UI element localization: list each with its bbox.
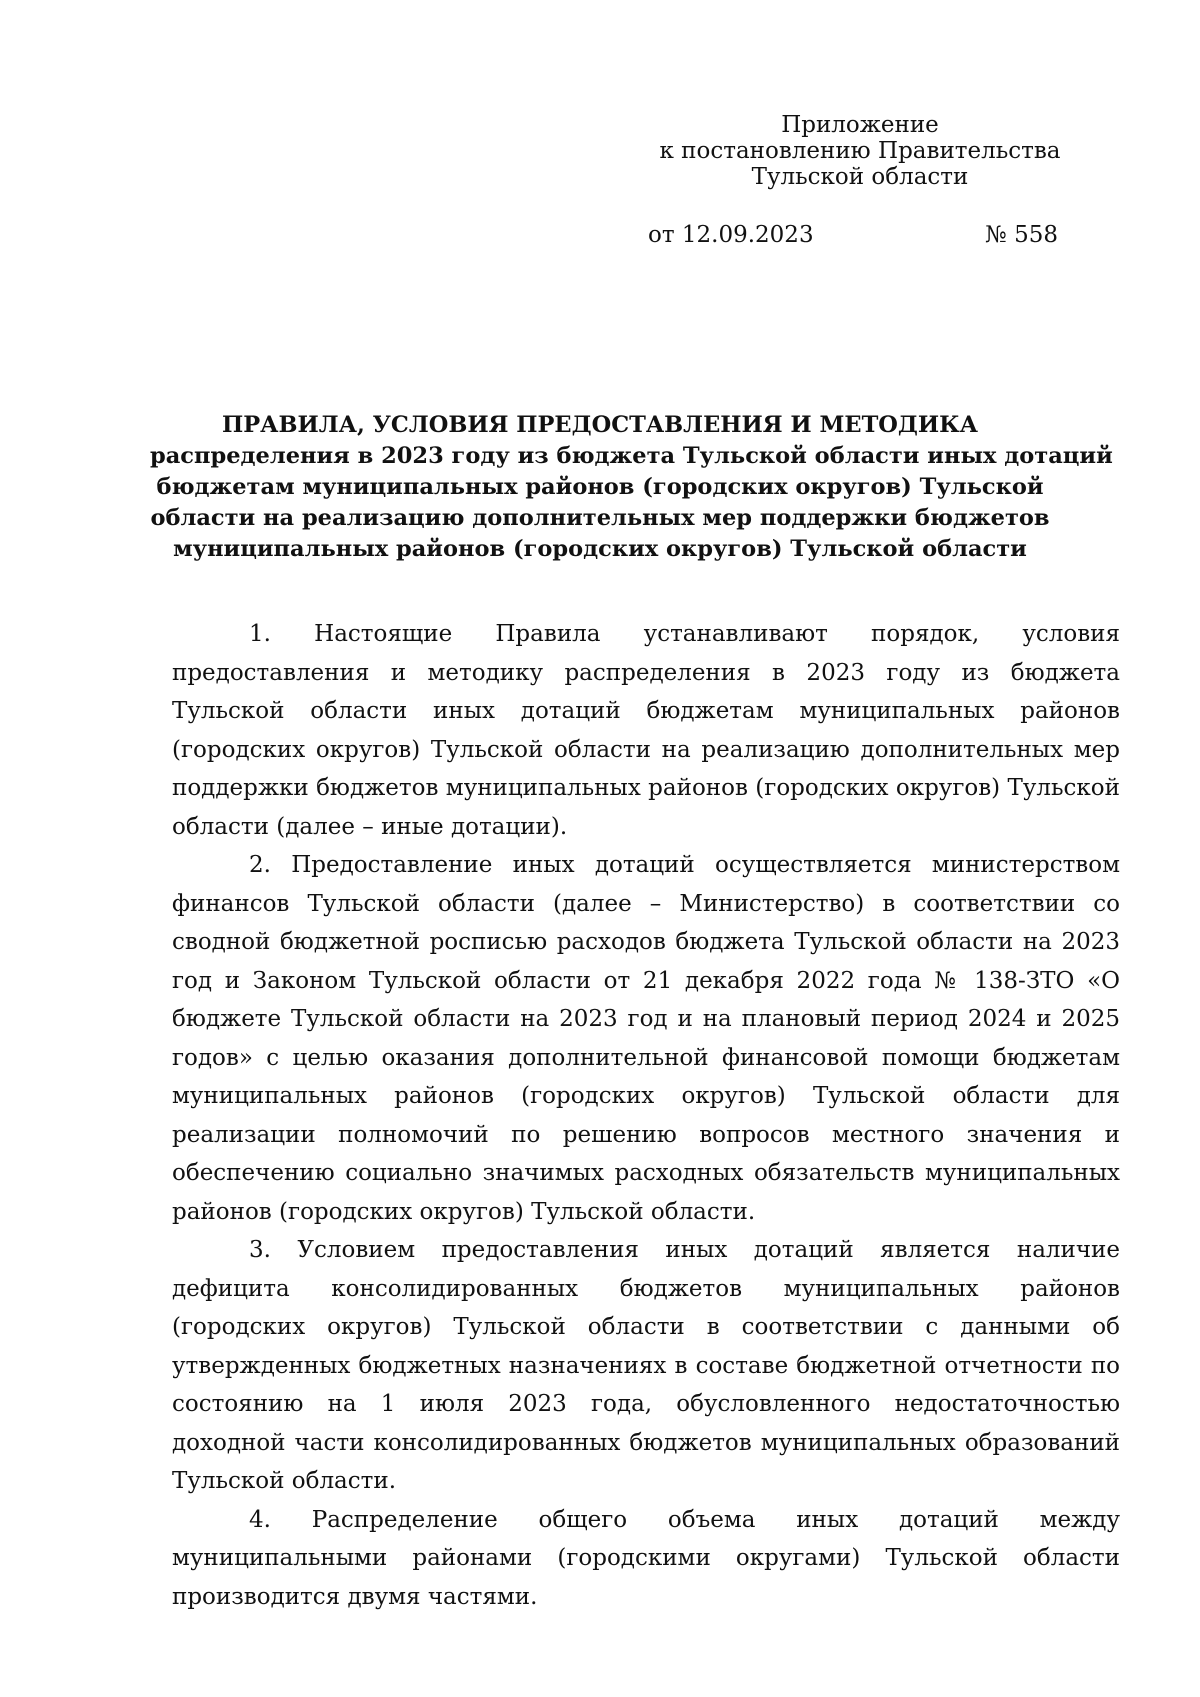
paragraph-4: 4. Распределение общего объема иных дотаций между муниципальными районами (городскими округами) Тульской области производится двумя частями. bbox=[172, 1506, 1120, 1610]
paragraph-1: 1. Настоящие Правила устанавливают порядок, условия предоставления и методику распределения в 2023 году из бюджета Тульской области иных дотаций бюджетам муниципальных районов (городских округов) Тульской области на реализацию дополнительных мер поддержки бюджетов муниципальных районов (городских округов) Тульской области (далее – иные дотации). bbox=[172, 621, 1120, 840]
appendix-line-1: Приложение bbox=[781, 112, 939, 138]
paragraph-2: 2. Предоставление иных дотаций осуществляется министерством финансов Тульской области (далее – Министерство) в соответствии со сводной бюджетной росписью расходов бюджета Тульской области на 2023 год и Законом Тульской области от 21 декабря 2022 года № 138-ЗТО «О бюджете Тульской области на 2023 год и на плановый период 2024 и 2025 годов» с целью оказания дополнительной финансовой помощи бюджетам муниципальных районов (городских округов) Тульской области для реализации полномочий по решению вопросов местного значения и обеспечению социально значимых расходных обязательств муниципальных районов (городских округов) Тульской области. bbox=[172, 852, 1120, 1225]
appendix-line-2: к постановлению Правительства bbox=[659, 138, 1061, 164]
decree-number: № 558 bbox=[985, 222, 1058, 248]
document-title bbox=[150, 410, 1113, 565]
appendix-header bbox=[640, 112, 1080, 190]
title-line-1: ПРАВИЛА, УСЛОВИЯ ПРЕДОСТАВЛЕНИЯ И МЕТОДИКА bbox=[222, 412, 978, 438]
document-body bbox=[172, 615, 1120, 1616]
appendix-line-3: Тульской области bbox=[751, 164, 969, 190]
title-line-4: области на реализацию дополнительных мер поддержки бюджетов bbox=[150, 505, 1050, 531]
title-line-5: муниципальных районов (городских округов) Тульской области bbox=[173, 536, 1027, 562]
paragraph-3: 3. Условием предоставления иных дотаций является наличие дефицита консолидированных бюджетов муниципальных районов (городских округов) Тульской области в соответствии с данными об утвержденных бюджетных назначениях в составе бюджетной отчетности по состоянию на 1 июля 2023 года, обусловленного недостаточностью доходной части консолидированных бюджетов муниципальных образований Тульской области. bbox=[172, 1237, 1120, 1494]
title-line-3: бюджетам муниципальных районов (городских округов) Тульской bbox=[156, 474, 1044, 500]
decree-date: от 12.09.2023 bbox=[648, 222, 814, 248]
title-line-2: распределения в 2023 году из бюджета Тульской области иных дотаций bbox=[150, 443, 1113, 469]
